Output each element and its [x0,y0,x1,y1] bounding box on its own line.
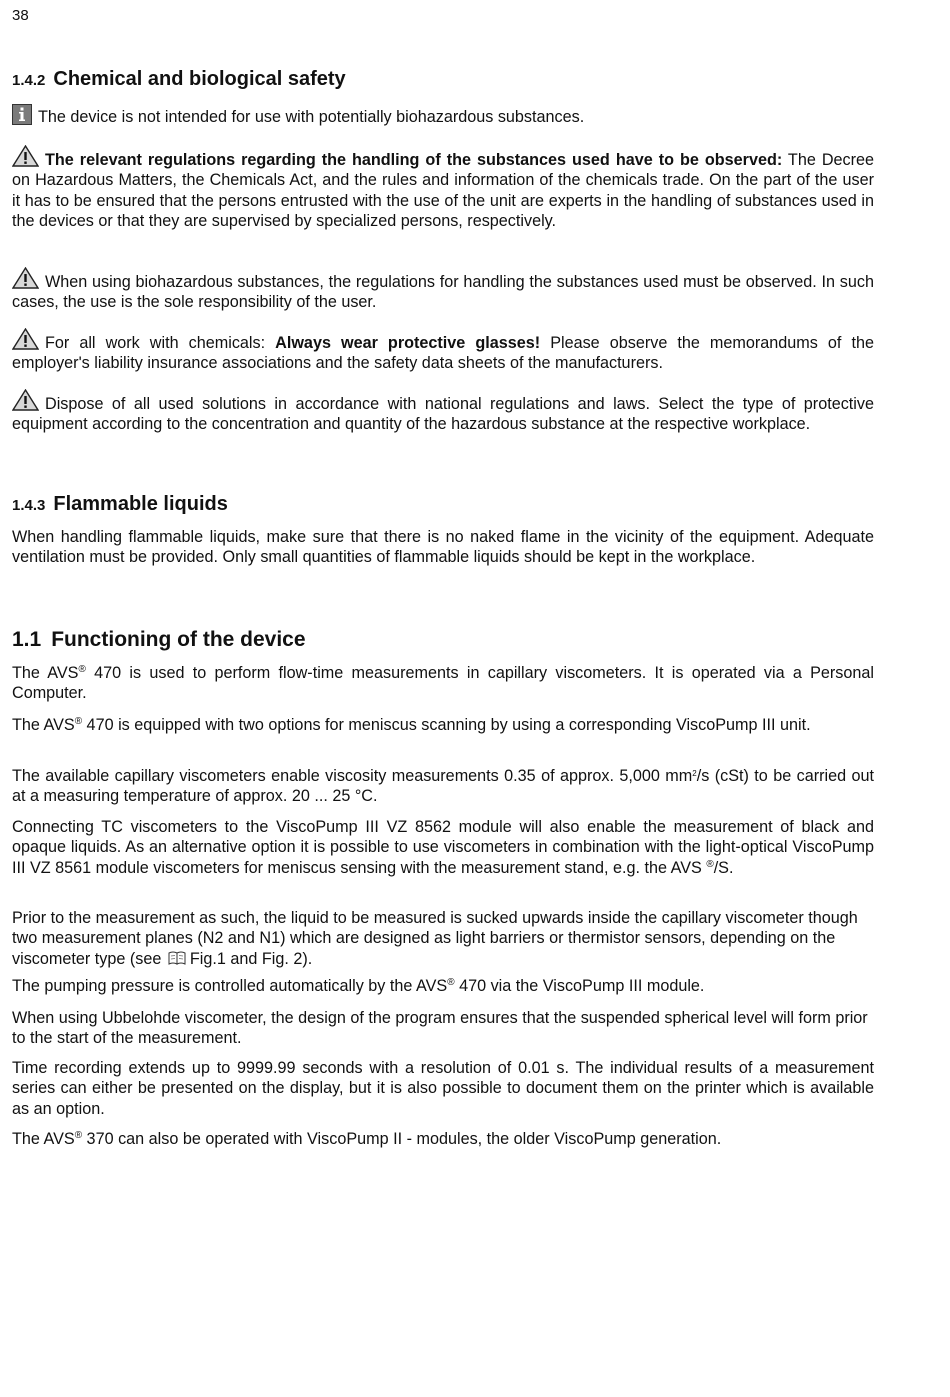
heading-number: 1.1 [12,628,42,651]
heading-number: 1.4.3 [12,497,46,514]
book-icon [168,950,186,964]
warning-text: For all work with chemicals: [45,334,276,352]
registered-mark: ® [706,858,714,870]
function-paragraph-4 [12,817,874,878]
warning-icon [12,267,39,289]
info-paragraph [12,104,874,127]
text: Fig.1 and Fig. 2). [189,949,313,968]
text: The AVS [12,664,79,682]
text: 470 via the ViscoPump III module. [454,977,705,995]
function-paragraph-9 [12,1129,874,1149]
registered-mark: ® [74,716,83,727]
function-paragraph-6 [12,976,874,996]
text: 470 is used to perform flow-time measurements in capillary viscometers. It is operated via a Personal Computer. [12,664,874,703]
warning-paragraph-biohazard [12,267,874,313]
text: Connecting TC viscometers to the ViscoPump III VZ 8562 module will also enable the measurement of black and opaque liquids. As an alternative option it is possible to use viscometers in combination with the light-optical ViscoPump III VZ 8561 module viscometers for meniscus sensing with the measurement stand, e.g. the AVS [12,818,874,877]
info-text: The device is not intended for use with potentially biohazardous substances. [38,108,585,126]
warning-paragraph-dispose [12,389,874,435]
info-icon [12,104,32,125]
page-number: 38 [12,7,29,24]
function-paragraph-1 [12,663,874,704]
warning-paragraph-regulations [12,145,874,232]
registered-mark: ® [74,1130,83,1141]
text: The AVS [12,1130,75,1148]
function-paragraph-7: When using Ubbelohde viscometer, the design of the program ensures that the suspended spherical level will form prior to the start of the measurement. [12,1009,868,1048]
warning-icon [12,145,39,167]
warning-text: The Decree on Hazardous Matters, the Chemicals Act, and the rules and information of the chemicals trade. On the part of the user it has to be ensured that the persons entrusted with the use of the unit are experts in the handling of substances used in the devices or that they are supervised by specialized persons, respectively. [12,151,875,231]
superscript: 2 [692,769,697,778]
text: The AVS [12,716,75,734]
registered-mark: ® [78,664,86,675]
function-paragraph-5 [12,908,874,969]
warning-text: Please observe the memorandums of the employer's liability insurance associations and the safety data sheets of the manufacturers. [12,334,874,373]
warning-bold-text: The relevant regulations regarding the handling of the substances used have to be observed: [45,151,783,169]
text: Prior to the measurement as such, the liquid to be measured is sucked upwards inside the capillary viscometer though two measurement planes (N2 and N1) which are designed as light barriers or thermistor sensors, depending on the viscometer type (see [12,909,858,968]
warning-text: Dispose of all used solutions in accordance with national regulations and laws. Select the type of protective equipment according to the concentration and quantity of the hazardous substance at the respective workplace. [12,395,874,434]
warning-bold-text: Always wear protective glasses! [275,334,541,352]
registered-mark: ® [447,977,455,988]
warning-icon [12,389,39,411]
heading-1-1 [12,628,306,652]
heading-1-4-2 [12,67,346,93]
heading-number: 1.4.2 [12,72,46,89]
function-paragraph-8: Time recording extends up to 9999.99 seconds with a resolution of 0.01 s. The individual results of a measurement series can either be presented on the display, but it is also possible to document them on the printer which is available as an option. [12,1059,874,1118]
heading-title: Flammable liquids [53,493,228,515]
text: /S. [713,858,734,877]
heading-title: Chemical and biological safety [53,68,346,90]
flammable-paragraph: When handling flammable liquids, make sure that there is no naked flame in the vicinity of the equipment. Adequate ventilation must be provided. Only small quantities of flammable liquids should be kept in the workplace. [12,528,874,567]
text: 370 can also be operated with ViscoPump II - modules, the older ViscoPump generation. [82,1130,722,1148]
warning-paragraph-glasses [12,328,874,374]
heading-1-4-3 [12,492,228,518]
text: /s (cSt) to be carried out at a measuring temperature of approx. 20 ... 25 °C. [12,767,874,806]
text: The pumping pressure is controlled automatically by the AVS [12,977,448,995]
warning-icon [12,328,39,350]
function-paragraph-3 [12,766,874,807]
text: The available capillary viscometers enable viscosity measurements 0.35 of approx. 5,000 mm [12,767,693,785]
warning-text: When using biohazardous substances, the regulations for handling the substances used must be observed. In such cases, the use is the sole responsibility of the user. [12,273,874,312]
function-paragraph-2 [12,715,874,735]
heading-title: Functioning of the device [51,628,306,651]
text: 470 is equipped with two options for meniscus scanning by using a corresponding ViscoPump III unit. [82,716,811,734]
